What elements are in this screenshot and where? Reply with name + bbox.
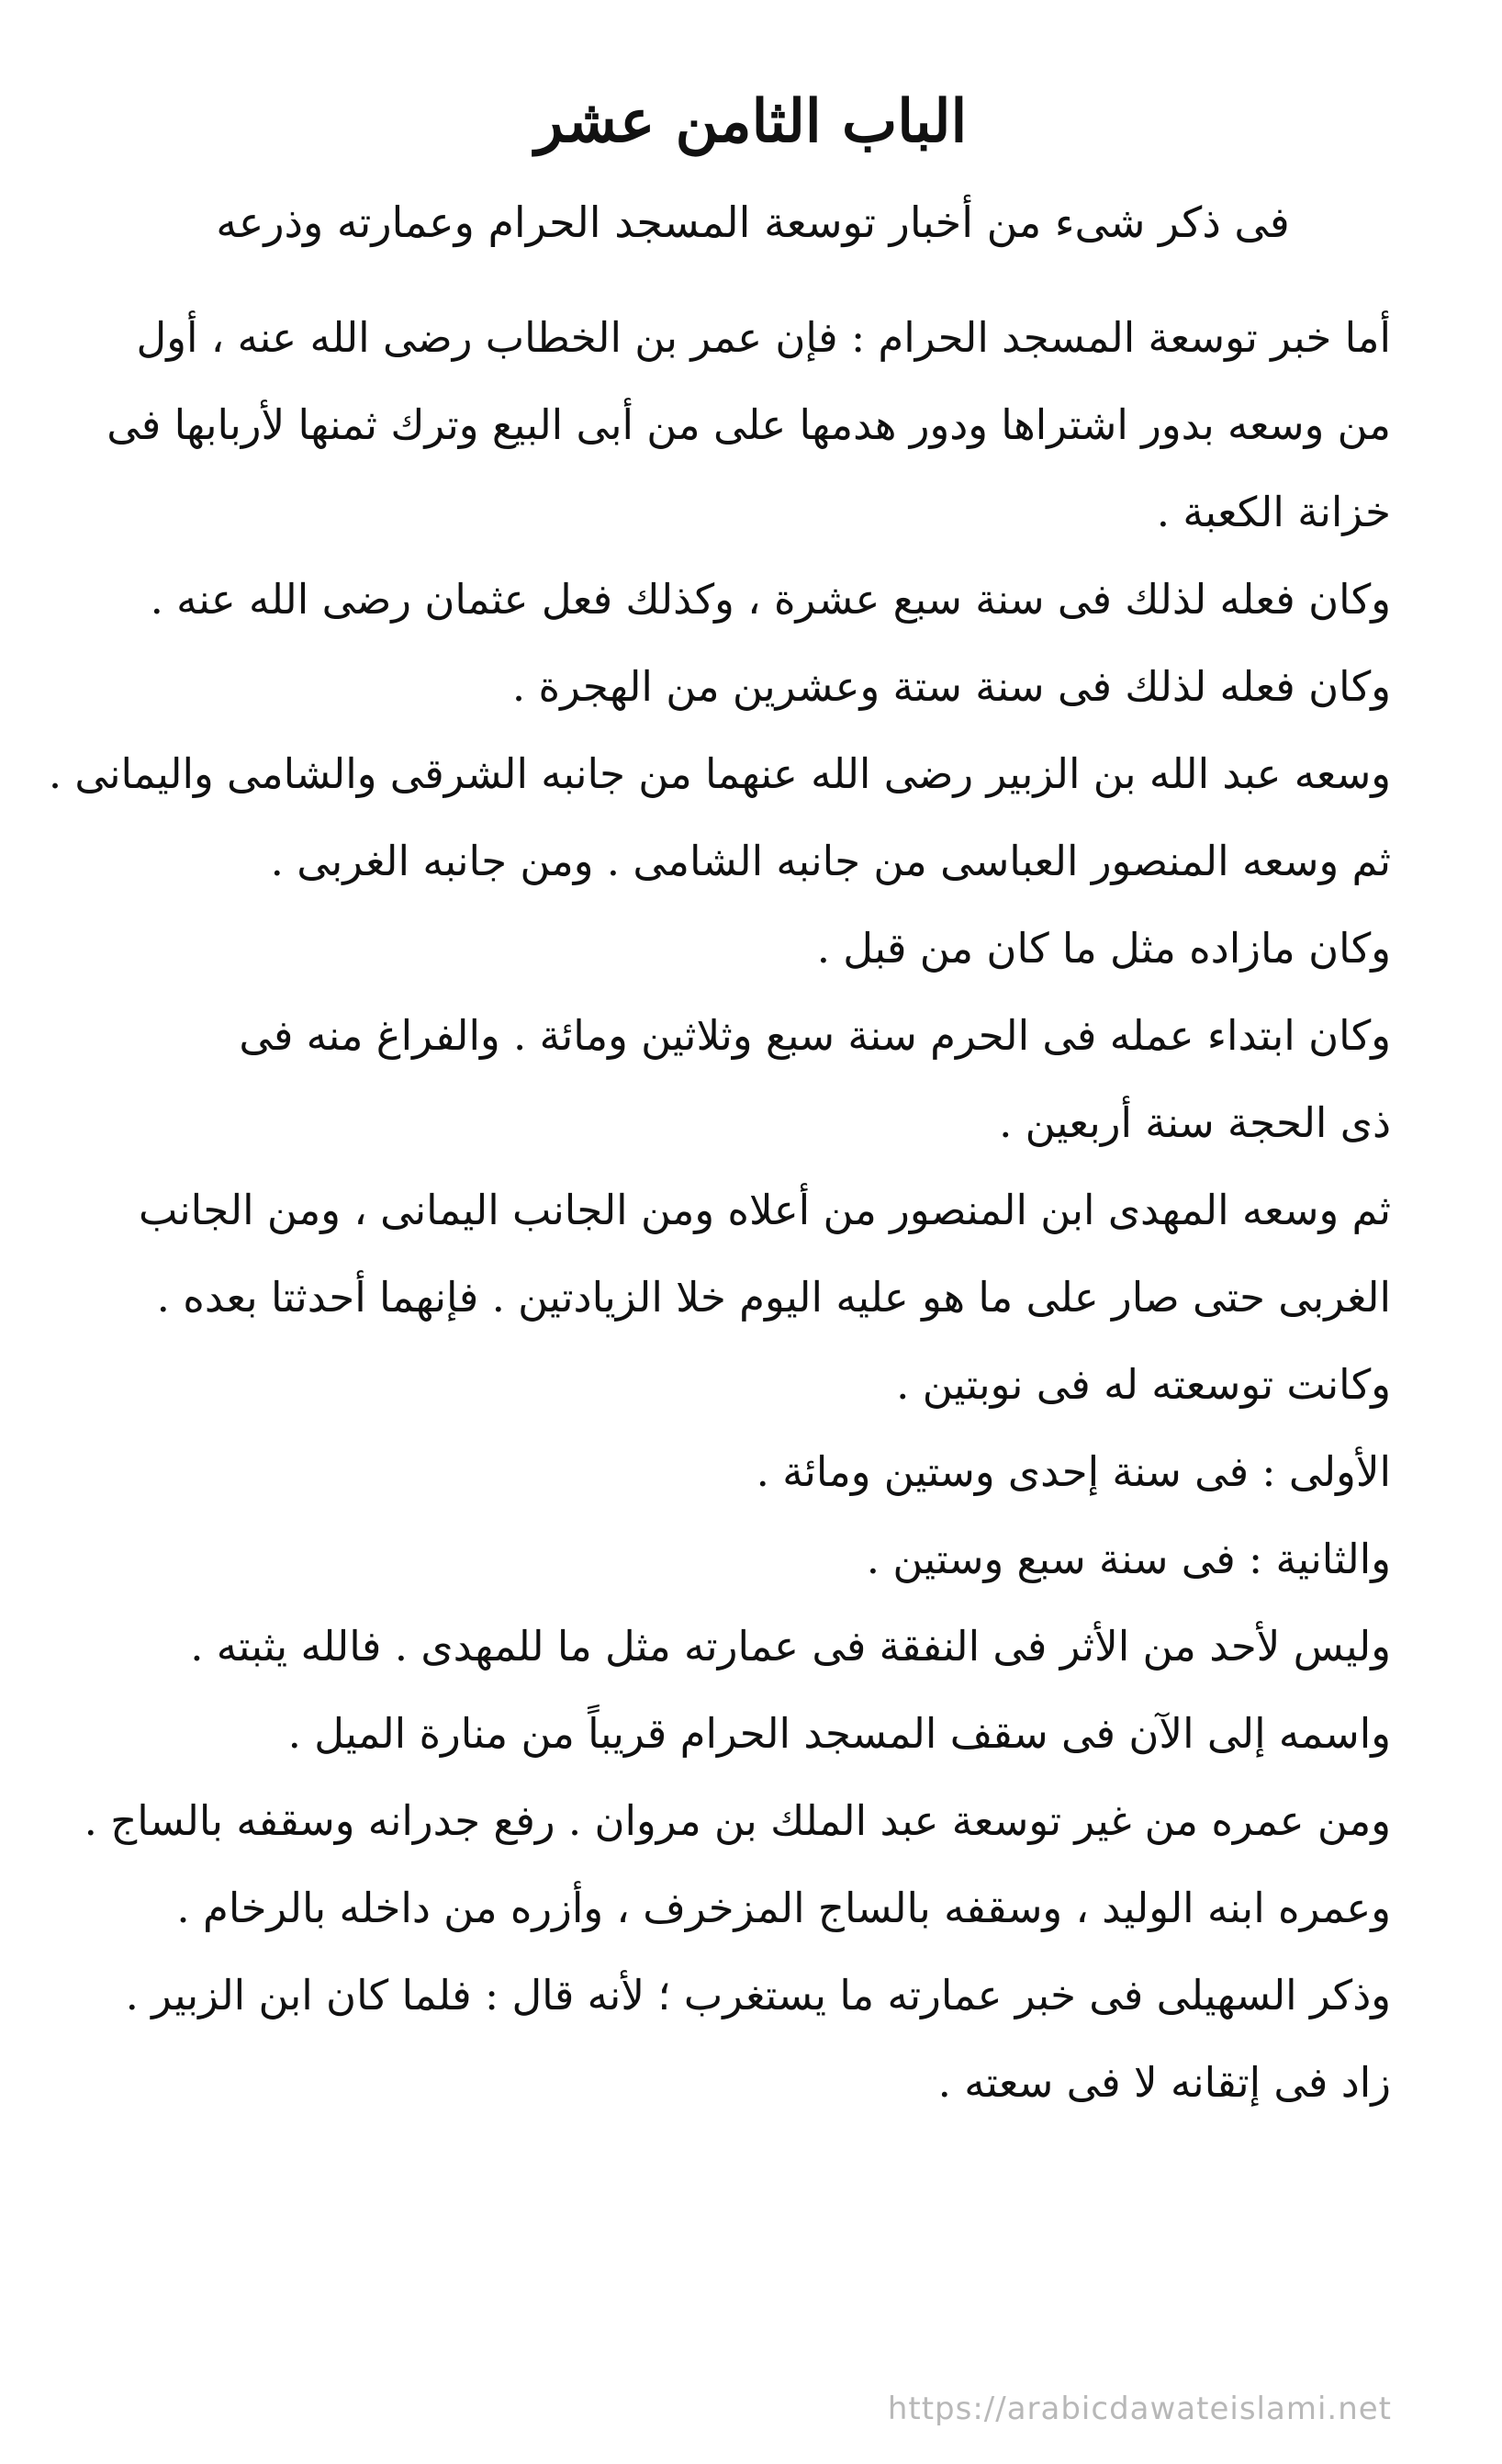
paragraph [48, 730, 1391, 817]
paragraph [190, 1603, 1391, 1777]
paragraph [197, 817, 1391, 905]
text-line: ومن عمره من غير توسعة عبد الملك بن مروان . رفع جدرانه وسقفه بالساج . [84, 1796, 1391, 1845]
paragraph [84, 1777, 1391, 1864]
text-line: ثم وسعه المنصور العباسى من جانبه الشامى . ومن جانبه الغربى . [270, 837, 1391, 885]
text-line: وكان فعله لذلك فى سنة ستة وعشرين من الهجرة . [511, 662, 1391, 711]
paragraph [197, 1515, 1391, 1603]
text-line: الأولى : فى سنة إحدى وستين ومائة . [756, 1447, 1391, 1496]
text-line: وسعه عبد الله بن الزبير رضى الله عنهما من جانبه الشرقى والشامى واليمانى . [48, 749, 1391, 798]
paragraph [197, 992, 1391, 1166]
text-line: ذى الحجة سنة أربعين . [999, 1098, 1391, 1147]
text-line: وكان ابتداء عمله فى الحرم سنة سبع وثلاثين ومائة . والفراغ منه فى [239, 1011, 1391, 1060]
body-text [48, 294, 1391, 2126]
text-line: وكان مازاده مثل ما كان من قبل . [816, 924, 1391, 973]
text-line: ثم وسعه المهدى ابن المنصور من أعلاه ومن الجانب اليمانى ، ومن الجانب [138, 1186, 1391, 1234]
paragraph [150, 556, 1391, 643]
text-line: وذكر السهيلى فى خبر عمارته ما يستغرب ؛ لأنه قال : فلما كان ابن الزبير . [125, 1971, 1391, 2020]
text-line: زاد فى إتقانه لا فى سعته . [937, 2058, 1391, 2107]
chapter-subtitle: فى ذكر شىء من أخبار توسعة المسجد الحرام وعمارته وذرعه [216, 197, 1290, 247]
paragraph [176, 1864, 1391, 1952]
paragraph [197, 1428, 1391, 1515]
paragraph [138, 1166, 1391, 1341]
text-line: الغربى حتى صار على ما هو عليه اليوم خلا الزيادتين . فإنهما أحدثتا بعده . [156, 1273, 1391, 1322]
text-line: وليس لأحد من الأثر فى النفقة فى عمارته مثل ما للمهدى . فالله يثبته . [190, 1622, 1391, 1671]
text-line: وكانت توسعته له فى نوبتين . [896, 1360, 1391, 1409]
paragraph [197, 1341, 1391, 1428]
watermark-url: https://arabicdawateislami.net [887, 2391, 1392, 2427]
text-line: وكان فعله لذلك فى سنة سبع عشرة ، وكذلك فعل عثمان رضى الله عنه . [150, 575, 1391, 624]
text-line: وعمره ابنه الوليد ، وسقفه بالساج المزخرف ، وأزره من داخله بالرخام . [176, 1884, 1391, 1932]
text-line: والثانية : فى سنة سبع وستين . [866, 1535, 1391, 1583]
chapter-title: الباب الثامن عشر [534, 87, 968, 156]
paragraph [197, 905, 1391, 992]
paragraph [125, 1952, 1391, 2126]
paragraph [106, 294, 1391, 556]
text-line: أما خبر توسعة المسجد الحرام : فإن عمر بن الخطاب رضى الله عنه ، أول [136, 313, 1391, 362]
text-line: واسمه إلى الآن فى سقف المسجد الحرام قريباً من منارة الميل . [287, 1709, 1391, 1758]
text-line: من وسعه بدور اشتراها ودور هدمها على من أبى البيع وترك ثمنها لأربابها فى [106, 400, 1391, 449]
text-line: خزانة الكعبة . [1156, 488, 1391, 536]
paragraph [197, 643, 1391, 730]
